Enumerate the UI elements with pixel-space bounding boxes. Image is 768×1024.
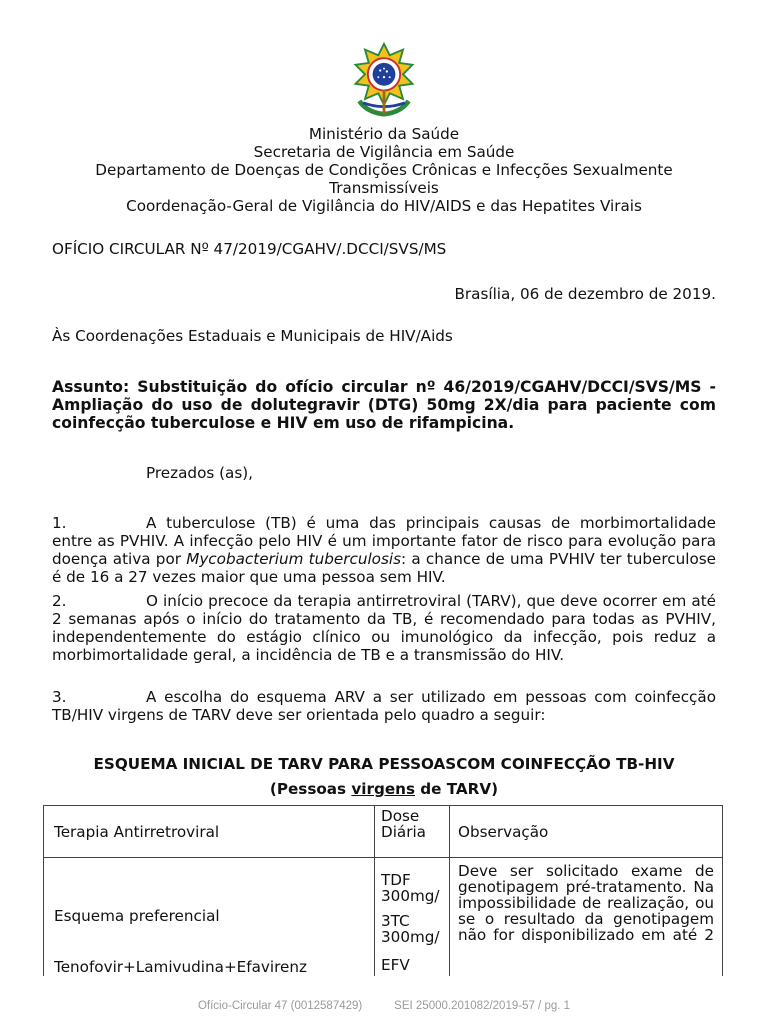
paragraph-text: A escolha do esquema ARV a ser utilizado em pessoas com coinfecção TB/HIV virgens de TARV deve ser orientada pelo quadro a seguir: [52, 688, 716, 724]
therapy-cell [44, 858, 375, 977]
paragraph-italic-term: Mycobacterium tuberculosis [186, 550, 402, 568]
recipient: Às Coordenações Estaduais e Municipais de HIV/Aids [52, 327, 453, 345]
paragraph-number: 2. [52, 592, 67, 610]
regimen-label: Esquema preferencial [54, 907, 220, 925]
greeting: Prezados (as), [146, 464, 253, 482]
subject: Assunto: Substituição do ofício circular nº 46/2019/CGAHV/DCCI/SVS/MS - Ampliação do uso de dolutegravir (DTG) 50mg 2X/dia para paciente com coinfecção tuberculose e HIV em uso de rifampicina. [52, 378, 716, 432]
letterhead [40, 125, 728, 215]
dose-efv: EFV [381, 956, 410, 974]
brazil-coat-of-arms-icon [346, 42, 422, 118]
regimen-drugs: Tenofovir+Lamivudina+Efavirenz [54, 958, 307, 976]
table-header-row [44, 806, 723, 858]
header-cell-observation: Observação [450, 806, 723, 858]
paragraph-number: 3. [52, 688, 67, 706]
department-name-cont: Transmissíveis [329, 179, 439, 197]
header-cell-dose: Dose Diária [375, 806, 450, 858]
paragraph-1 [52, 514, 716, 586]
dose-cell [375, 858, 450, 977]
coordination-name: Coordenação-Geral de Vigilância do HIV/AIDS e das Hepatites Virais [126, 197, 642, 215]
ministry-name: Ministério da Saúde [308, 125, 460, 143]
table-subtitle [40, 780, 728, 798]
paragraph-3 [52, 688, 716, 724]
table-subtitle-part: de TARV) [415, 780, 499, 798]
department-name: Departamento de Doenças de Condições Crônicas e Infecções Sexualmente [95, 161, 673, 179]
dose-tdf: TDF 300mg/ [381, 871, 440, 905]
tarv-table [43, 805, 723, 976]
dose-3tc: 3TC 300mg/ [381, 912, 440, 946]
table-row [44, 858, 723, 977]
table-subtitle-part: (Pessoas [269, 780, 352, 798]
table-subtitle-underlined: virgens [351, 780, 415, 798]
paragraph-number: 1. [52, 514, 67, 532]
table-title: ESQUEMA INICIAL DE TARV PARA PESSOASCOM COINFECÇÃO TB-HIV [93, 755, 675, 773]
secretariat-name: Secretaria de Vigilância em Saúde [253, 143, 515, 161]
observation-cell [450, 858, 723, 977]
paragraph-text-cont: : a chance de uma PVHIV ter tuberculose é de 16 a 27 vezes maior que uma pessoa sem HIV. [52, 550, 716, 586]
paragraph-2 [52, 592, 716, 664]
oficio-number: OFÍCIO CIRCULAR Nº 47/2019/CGAHV/.DCCI/SVS/MS [52, 240, 447, 258]
paragraph-text: O início precoce da terapia antirretroviral (TARV), que deve ocorrer em até 2 semanas após o início do tratamento da TB, é recomendado para todas as PVHIV, independentemente do estágio clínico ou imunológico da infecção, pois reduz a morbimortalidade geral, a incidência de TB e a transmissão do HIV. [52, 592, 716, 664]
header-cell-therapy: Terapia Antirretroviral [44, 806, 375, 858]
date-line: Brasília, 06 de dezembro de 2019. [454, 285, 716, 303]
page-footer: Ofício-Circular 47 (0012587429) SEI 25000.201082/2019-57 / pg. 1 [197, 1000, 571, 1012]
paragraph-text: A tuberculose (TB) é uma das principais causas de morbimortalidade entre as PVHIV. A infecção pelo HIV é um importante fator de risco para evolução para doença ativa por [52, 514, 716, 568]
observation-text: Deve ser solicitado exame de genotipagem pré-tratamento. Na impossibilidade de realização, ou se o resultado da genotipagem não for disponibilizado em até 2 [458, 862, 714, 944]
